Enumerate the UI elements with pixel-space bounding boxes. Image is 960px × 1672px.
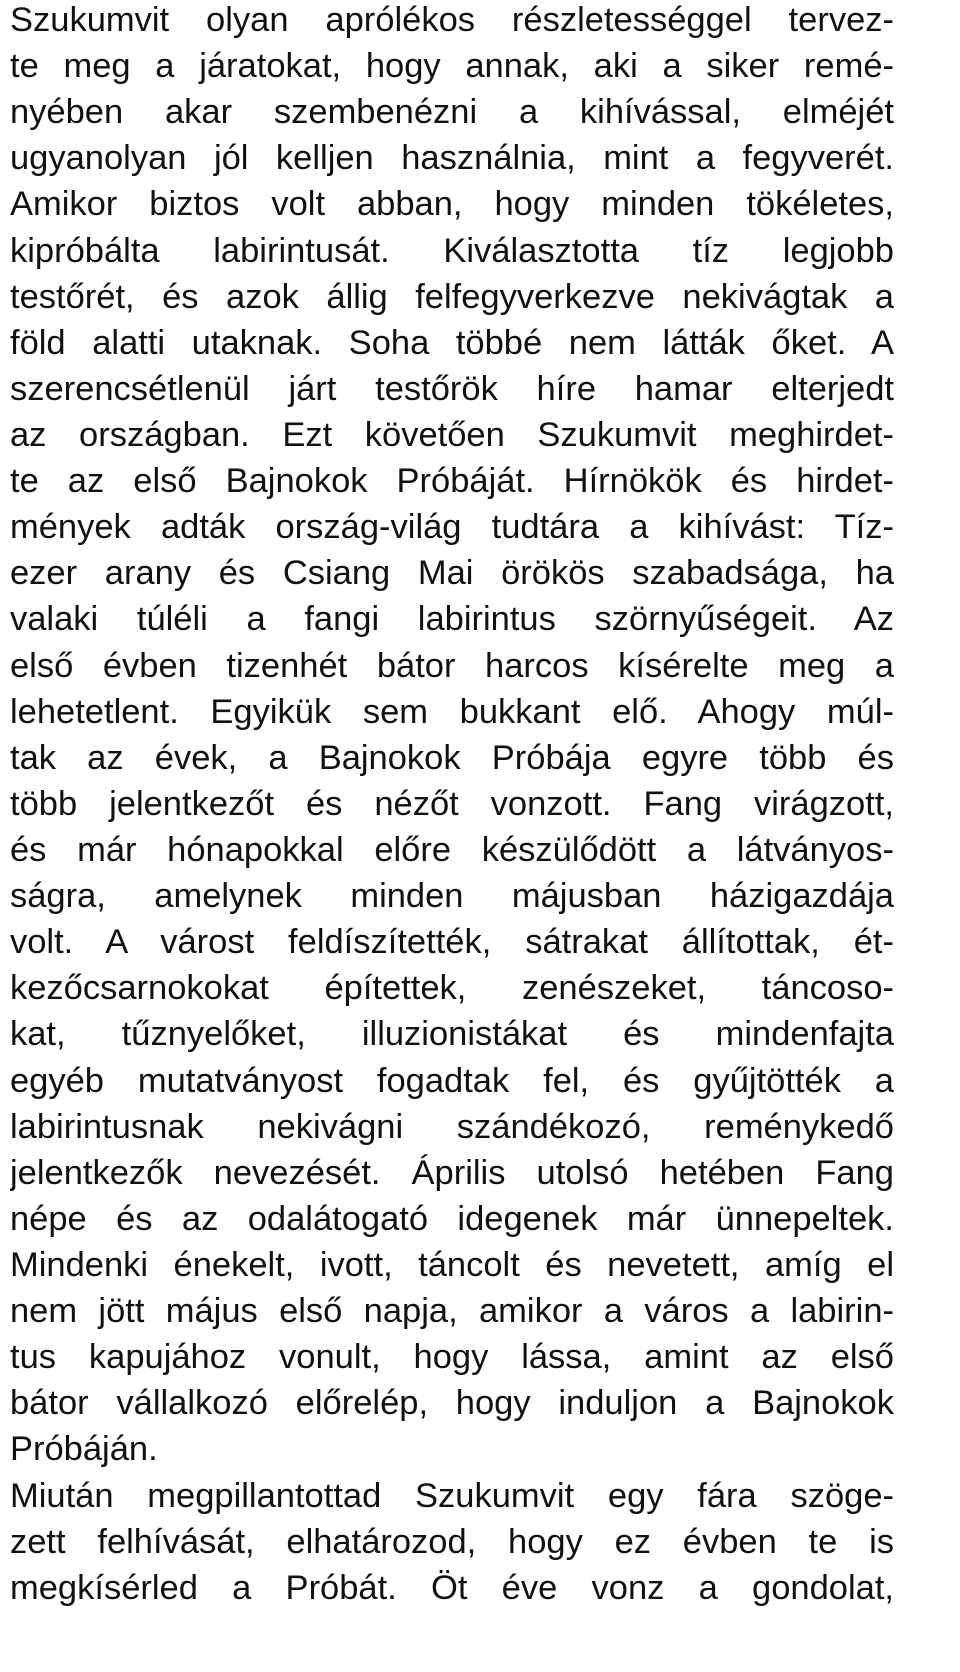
document-page — [10, 0, 894, 1611]
text-line: tus kapujához vonult, hogy lássa, amint az első — [10, 1338, 894, 1377]
text-line: első évben tizenhét bátor harcos kísérelte meg a — [10, 646, 894, 685]
text-line: ugyanolyan jól kelljen használnia, mint a fegyverét. — [10, 139, 894, 178]
text-line: kipróbálta labirintusát. Kiválasztotta tíz legjobb — [10, 231, 894, 270]
text-line: volt. A várost feldíszítették, sátrakat állítottak, ét- — [10, 923, 894, 962]
text-line: az országban. Ezt követően Szukumvit meghirdet- — [10, 415, 894, 454]
text-line: Miután megpillantottad Szukumvit egy fára szöge- — [10, 1476, 894, 1515]
text-line: kat, tűznyelőket, illuzionistákat és mindenfajta — [10, 1015, 894, 1054]
text-line: te az első Bajnokok Próbáját. Hírnökök és hirdet- — [10, 462, 894, 501]
text-line: kezőcsarnokokat építettek, zenészeket, táncoso- — [10, 969, 894, 1008]
text-line: népe és az odalátogató idegenek már ünnepeltek. — [10, 1199, 894, 1238]
text-line: föld alatti utaknak. Soha többé nem látták őket. A — [10, 323, 894, 362]
text-line: megkísérled a Próbát. Öt éve vonz a gondolat, — [10, 1568, 894, 1607]
text-line: bátor vállalkozó előrelép, hogy induljon a Bajnokok — [10, 1384, 894, 1423]
text-line: Szukumvit olyan aprólékos részletességgel tervez- — [10, 1, 894, 39]
text-line: szerencsétlenül járt testőrök híre hamar elterjedt — [10, 369, 894, 408]
text-line: zett felhívását, elhatározod, hogy ez évben te is — [10, 1522, 894, 1561]
text-line: lehetetlent. Egyikük sem bukkant elő. Ahogy múl- — [10, 692, 894, 731]
paragraph-2 — [10, 1473, 894, 1611]
text-line: egyéb mutatványost fogadtak fel, és gyűjtötték a — [10, 1061, 894, 1100]
text-line: ezer arany és Csiang Mai örökös szabadsága, ha — [10, 554, 894, 593]
text-line: jelentkezők nevezését. Április utolsó hetében Fang — [10, 1153, 894, 1192]
text-line: Amikor biztos volt abban, hogy minden tökéletes, — [10, 185, 894, 224]
text-line: testőrét, és azok állig felfegyverkezve nekivágtak a — [10, 277, 894, 316]
text-line: valaki túléli a fangi labirintus szörnyűségeit. Az — [10, 600, 894, 639]
text-line: nem jött május első napja, amikor a város a labirin- — [10, 1292, 894, 1331]
text-line: labirintusnak nekivágni szándékozó, reménykedő — [10, 1107, 894, 1146]
text-line: ságra, amelynek minden májusban házigazdája — [10, 877, 894, 916]
text-line: te meg a járatokat, hogy annak, aki a siker remé- — [10, 47, 894, 86]
text-line: mények adták ország-világ tudtára a kihívást: Tíz- — [10, 508, 894, 547]
text-line: Próbáján. — [10, 1430, 158, 1469]
paragraph-1 — [10, 0, 894, 1473]
text-line: tak az évek, a Bajnokok Próbája egyre több és — [10, 738, 894, 777]
text-line: Mindenki énekelt, ivott, táncolt és nevetett, amíg el — [10, 1245, 894, 1284]
text-line: több jelentkezőt és nézőt vonzott. Fang virágzott, — [10, 784, 894, 823]
text-line: és már hónapokkal előre készülődött a látványos- — [10, 830, 894, 869]
text-line: nyében akar szembenézni a kihívással, elméjét — [10, 93, 894, 132]
